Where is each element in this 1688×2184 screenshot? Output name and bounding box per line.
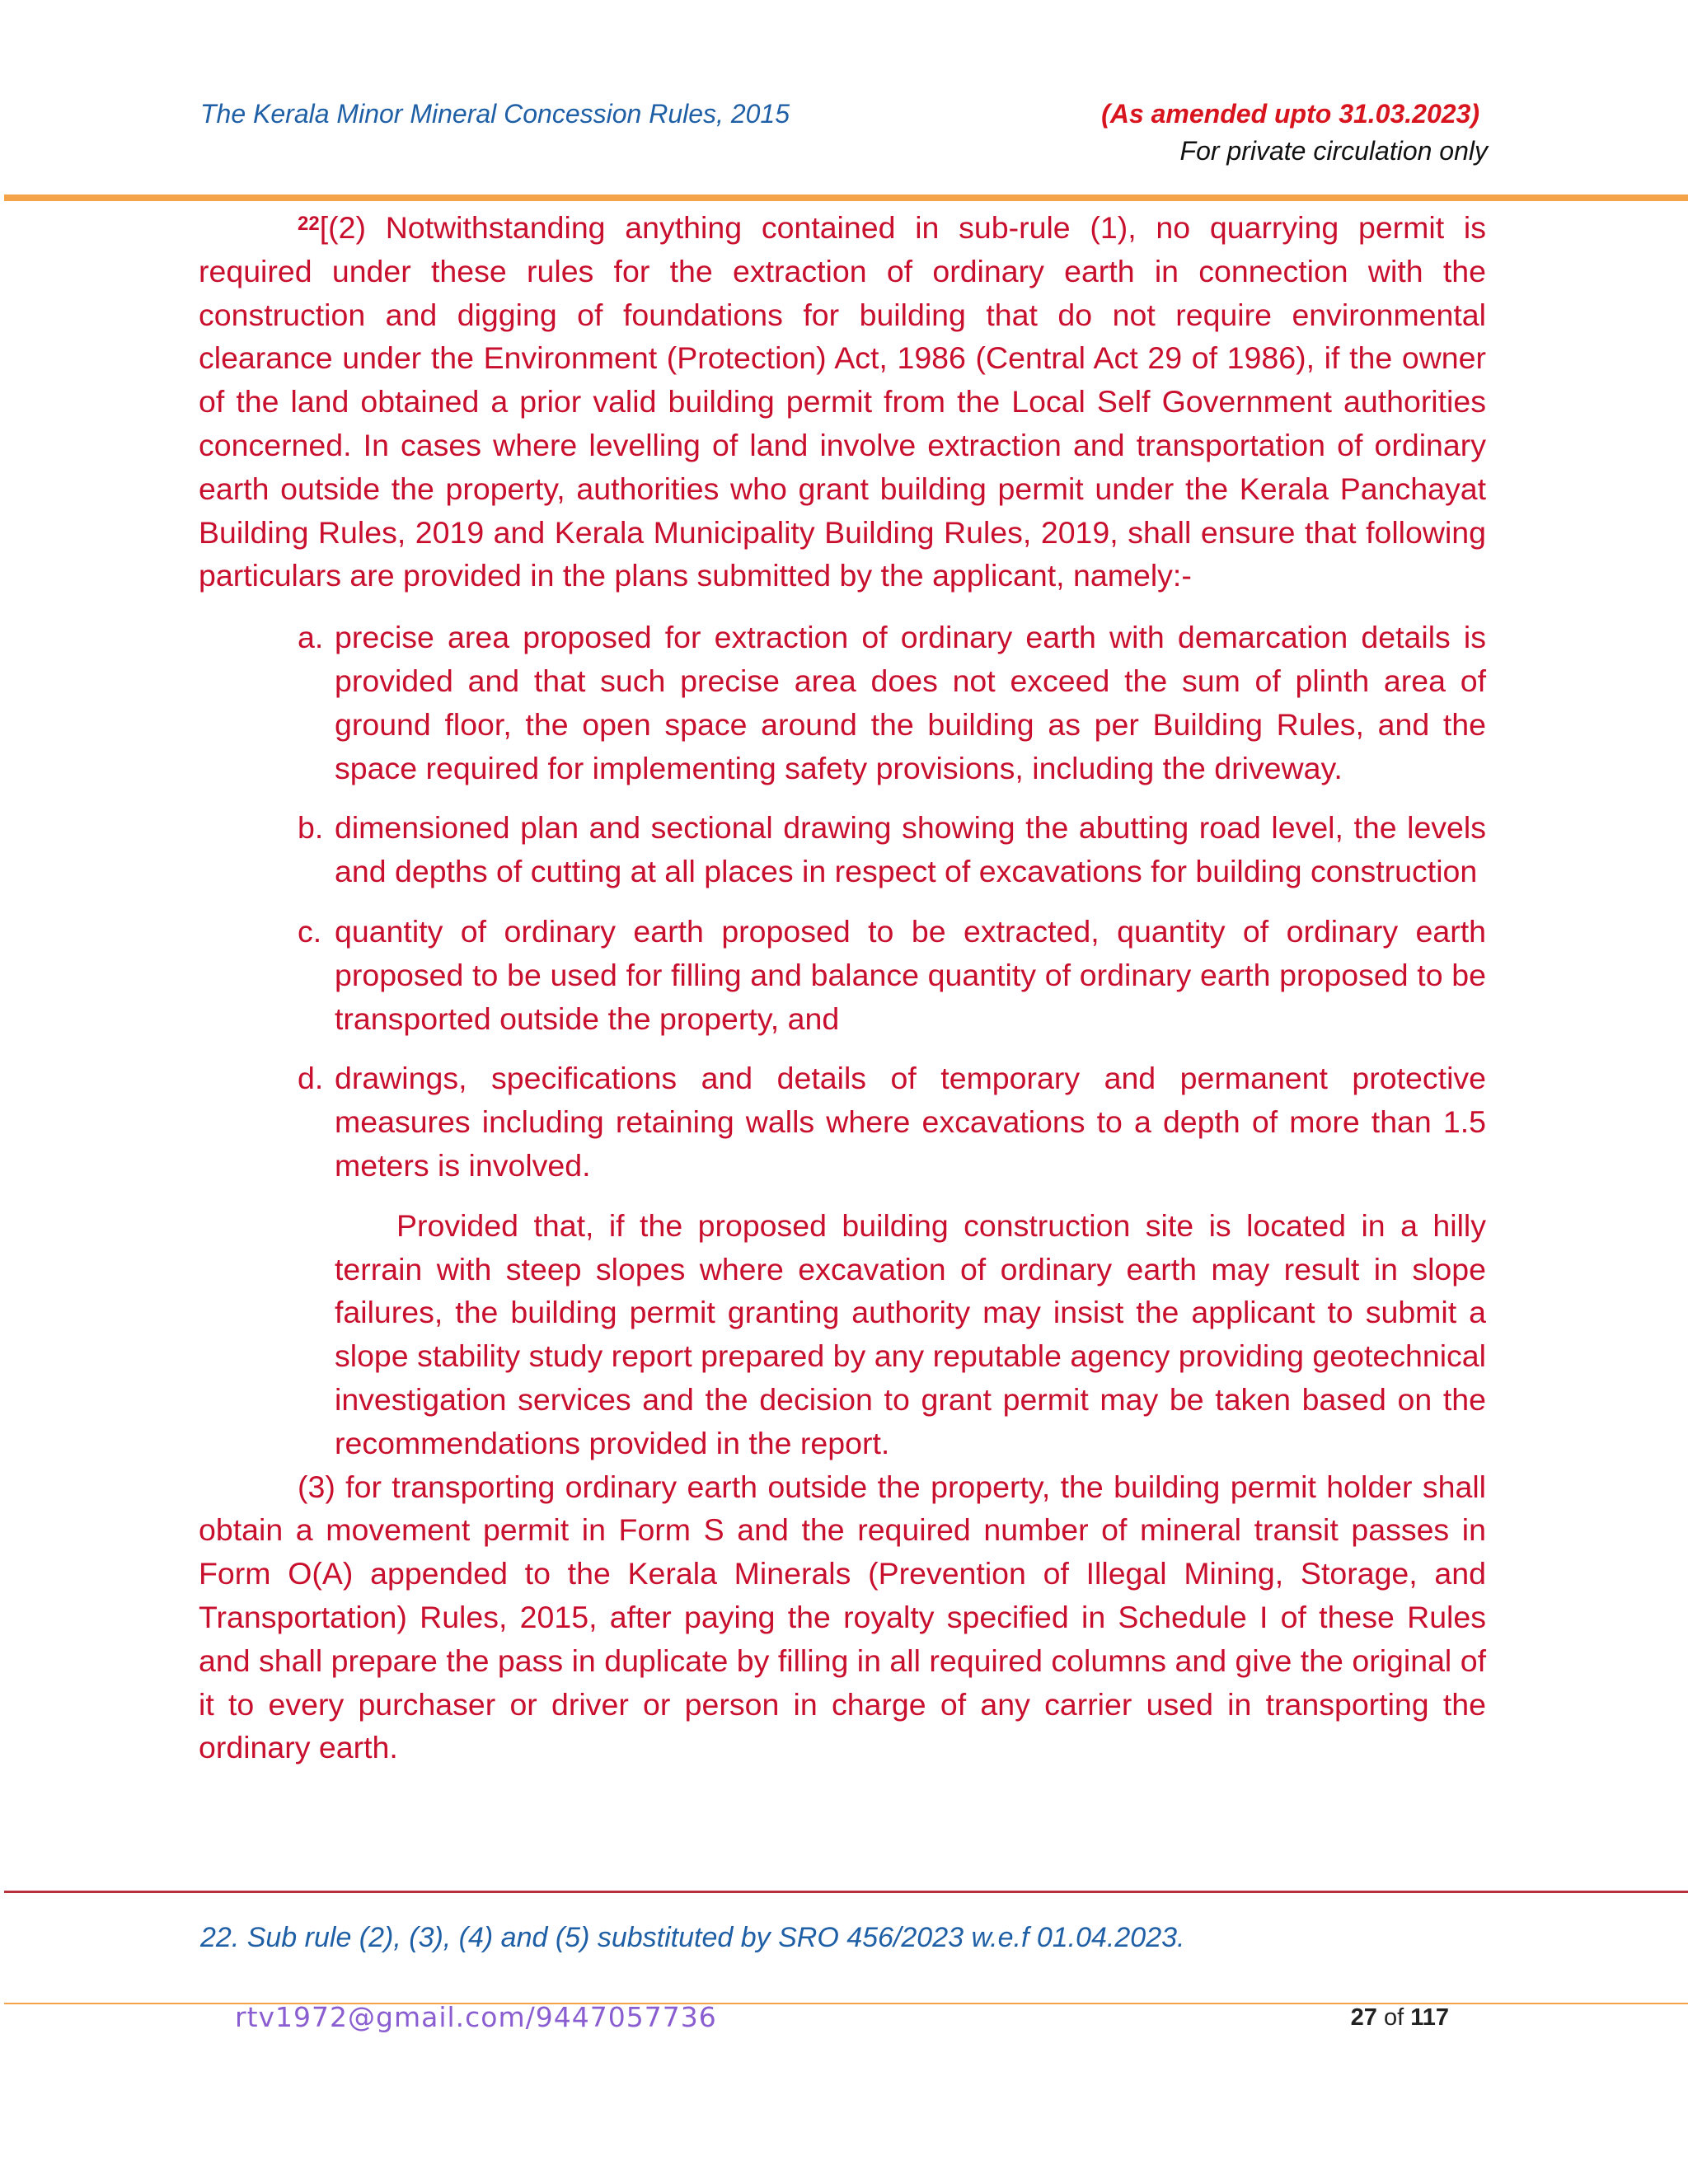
list-item-letter: b. — [298, 810, 324, 846]
page-body — [199, 206, 1486, 1769]
list-item-text: drawings, specifications and details of temporary and permanent protective measures including retaining walls where excavations to a depth of more than 1.5 meters is involved. — [335, 1061, 1486, 1183]
page-of: of — [1383, 2004, 1404, 2031]
amendment-note: (As amended upto 31.03.2023) — [1101, 99, 1479, 129]
rule-2-paragraph — [199, 206, 1486, 598]
list-item — [199, 616, 1486, 790]
footnote-marker[interactable]: 22 — [298, 213, 320, 235]
list-item — [199, 806, 1486, 893]
list-item — [199, 1057, 1486, 1187]
list-item — [199, 910, 1486, 1040]
page-number — [1351, 2004, 1449, 2032]
circulation-note: For private circulation only — [1179, 136, 1488, 166]
page-total: 117 — [1410, 2004, 1449, 2031]
footnote-divider — [4, 1891, 1688, 1893]
rule-2-text: [(2) Notwithstanding anything contained in sub-rule (1), no quarrying permit is required under these rules for the extraction of ordinary earth in connection with the construction and digging of foundations for building that do not require environmental clearance under the Environment (Protection) Act, 1986 (Central Act 29 of 1986), if the owner of the land obtained a prior valid building permit from the Local Self Government authorities concerned. In cases where levelling of land involve extraction and transportation of ordinary earth outside the property, authorities who grant building permit under the Kerala Panchayat Building Rules, 2019 and Kerala Municipality Building Rules, 2019, shall ensure that following particulars are provided in the plans submitted by the applicant, namely:- — [199, 210, 1486, 593]
footnote: 22. Sub rule (2), (3), (4) and (5) substituted by SRO 456/2023 w.e.f 01.04.2023. — [200, 1922, 1185, 1953]
footer-contact: rtv1972@gmail.com/9447057736 — [235, 2001, 717, 2033]
list-item-text: precise area proposed for extraction of ordinary earth with demarcation details is provided and that such precise area does not exceed the sum of plinth area of ground floor, the open space around the building as per Building Rules, and the space required for implementing safety provisions, including the driveway. — [335, 620, 1486, 785]
proviso-paragraph: Provided that, if the proposed building construction site is located in a hilly terrain with steep slopes where excavation of ordinary earth may result in slope failures, the building permit granting authority may insist the applicant to submit a slope stability study report prepared by any reputable agency providing geotechnical investigation services and the decision to grant permit may be taken based on the recommendations provided in the report. — [335, 1207, 1486, 1460]
list-item-letter: a. — [298, 620, 324, 655]
list-item-text: quantity of ordinary earth proposed to be extracted, quantity of ordinary earth proposed to be used for filling and balance quantity of ordinary earth proposed to be transported outside the property, and — [335, 913, 1486, 1036]
rule-3-paragraph: (3) for transporting ordinary earth outside the property, the building permit holder shall obtain a movement permit in Form S and the required number of mineral transit passes in Form O(A) appended to the Kerala Minerals (Prevention of Illegal Mining, Storage, and Transportation) Rules, 2015, after paying the royalty specified in Schedule I of these Rules and shall prepare the pass in duplicate by filling in all required columns and give the original of it to every purchaser or driver or person in charge of any carrier used in transporting the ordinary earth. — [199, 1469, 1486, 1765]
document-title: The Kerala Minor Mineral Concession Rules, 2015 — [200, 99, 790, 129]
particulars-list — [199, 616, 1486, 1188]
list-item-letter: d. — [298, 1061, 324, 1096]
list-item-letter: c. — [298, 913, 322, 949]
list-item-text: dimensioned plan and sectional drawing showing the abutting road level, the levels and depths of cutting at all places in respect of excavations for building construction — [335, 810, 1486, 889]
header-divider — [4, 194, 1688, 201]
page-current: 27 — [1350, 2004, 1377, 2031]
